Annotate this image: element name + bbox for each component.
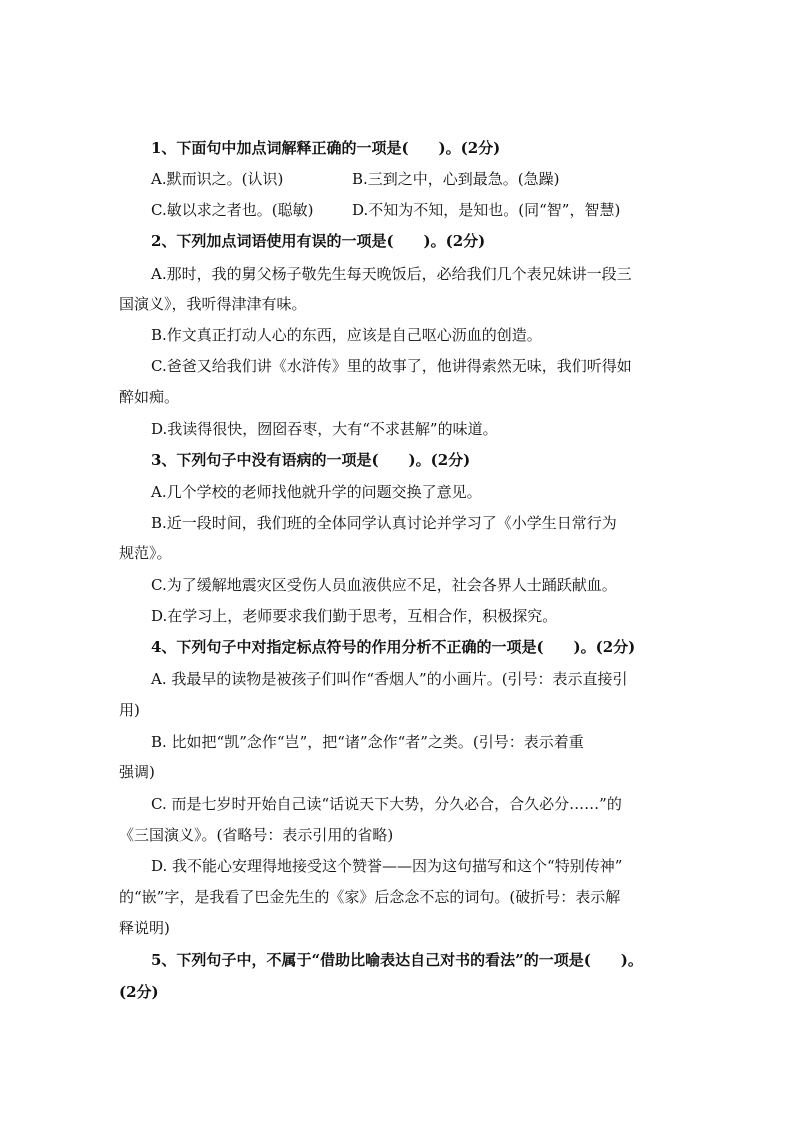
- question-2-line: 国演义》，我听得津津有味。: [119, 295, 307, 313]
- question-1-option-a: A.默而识之。(认识): [151, 170, 284, 188]
- question-3-title: 3、下列句子中没有语病的一项是( )。(2分): [151, 451, 471, 469]
- question-4-line: 释说明): [119, 919, 170, 937]
- question-4-line: 的“嵌”字，是我看了巴金先生的《家》后念念不忘的词句。(破折号：表示解: [119, 888, 621, 906]
- question-3-line: 规范》。: [119, 544, 172, 562]
- question-4-line: C. 而是七岁时开始自己读“话说天下大势，分久必合，合久必分……”的: [151, 795, 622, 813]
- question-1-option-b: B.三到之中，心到最急。(急躁): [352, 170, 560, 188]
- question-5-title: 5、下列句子中，不属于“借助比喻表达自己对书的看法”的一项是( )。: [151, 951, 643, 969]
- question-3-line: A.几个学校的老师找他就升学的问题交换了意见。: [151, 483, 482, 501]
- question-1-option-d: D.不知为不知，是知也。(同“智”，智慧): [352, 201, 621, 219]
- question-3-line: D.在学习上，老师要求我们勤于思考，互相合作，积极探究。: [151, 607, 558, 625]
- question-5-points: (2分): [119, 983, 159, 1001]
- question-4-line: D. 我不能心安理得地接受这个赞誉——因为这句描写和这个“特别传神”: [151, 857, 623, 875]
- question-2-title: 2、下列加点词语使用有误的一项是( )。(2分): [151, 232, 486, 250]
- question-2-line: C.爸爸又给我们讲《水浒传》里的故事了，他讲得索然无味，我们听得如: [151, 357, 632, 375]
- question-1-title: 1、下面句中加点词解释正确的一项是( )。(2分): [151, 139, 501, 157]
- question-4-line: 用): [119, 701, 140, 719]
- question-4-line: 《三国演义》。(省略号：表示引用的省略): [119, 826, 394, 844]
- question-3-line: C.为了缓解地震灾区受伤人员血液供应不足，社会各界人士踊跃献血。: [151, 576, 617, 594]
- question-2-line: D.我读得很快，囫囵吞枣，大有“不求甚解”的味道。: [151, 420, 498, 438]
- question-2-line: B.作文真正打动人心的东西，应该是自己呕心沥血的创造。: [151, 326, 542, 344]
- question-2-line: A.那时，我的舅父杨子敬先生每天晚饭后，必给我们几个表兄妹讲一段三: [151, 265, 632, 283]
- question-4-title: 4、下列句子中对指定标点符号的作用分析不正确的一项是( )。(2分): [151, 638, 636, 656]
- question-4-line: A. 我最早的读物是被孩子们叫作“香烟人”的小画片。(引号：表示直接引: [151, 670, 628, 688]
- question-4-line: 强调): [119, 763, 155, 781]
- question-4-line: B. 比如把“凯”念作“岂”，把“诸”念作“者”之类。(引号：表示着重: [151, 733, 584, 751]
- question-3-line: B.近一段时间，我们班的全体同学认真讨论并学习了《小学生日常行为: [151, 514, 617, 532]
- question-2-line: 醉如痴。: [119, 388, 180, 406]
- question-1-option-c: C.敏以求之者也。(聪敏): [151, 201, 314, 219]
